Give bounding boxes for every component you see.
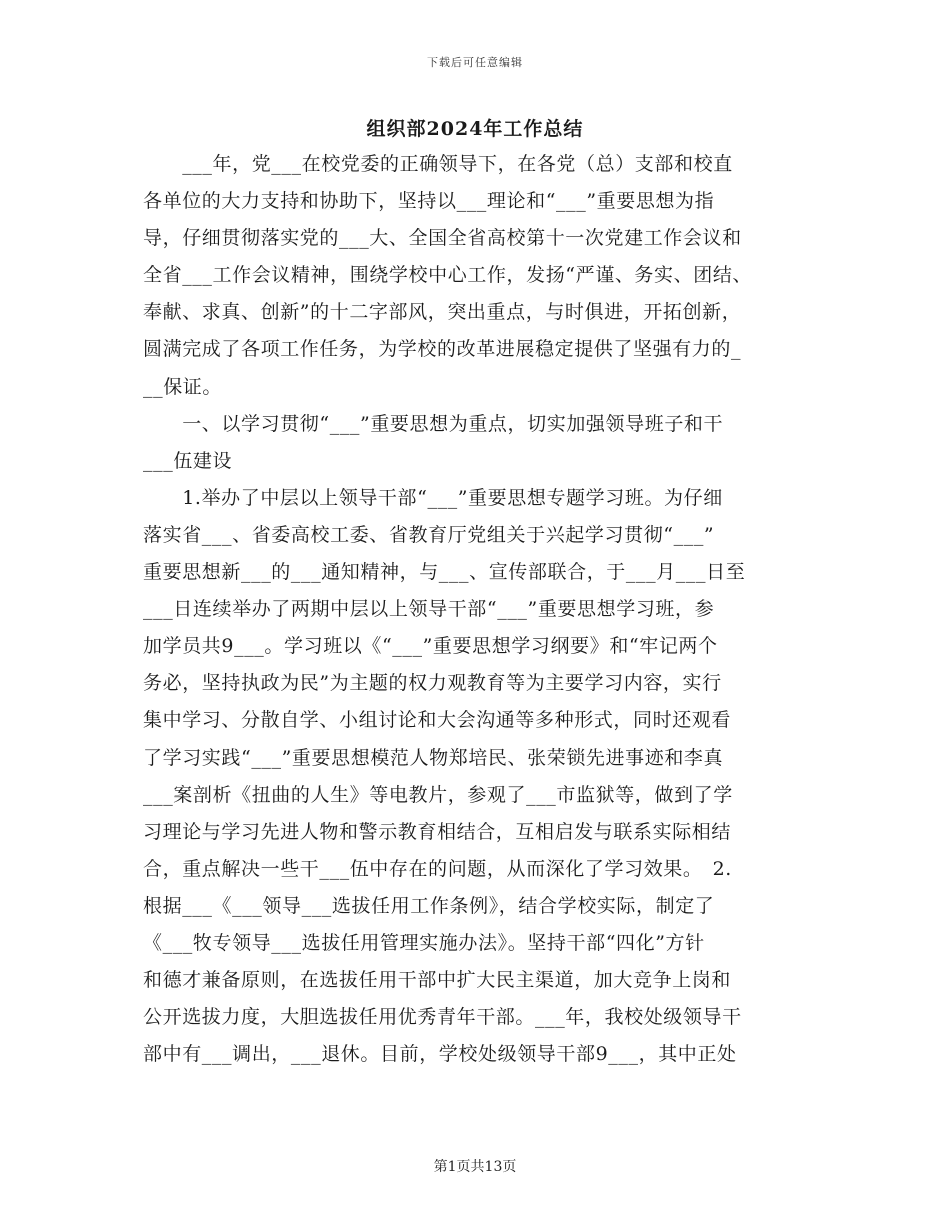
body-line: 合，重点解决一些干___伍中存在的问题，从而深化了学习效果。 2. <box>143 857 732 880</box>
body-line: 落实省___、省委高校工委、省教育厅党组关于兴起学习贯彻“___” <box>143 523 715 546</box>
body-line: 习理论与学习先进人物和警示教育相结合，互相启发与联系实际相结 <box>143 820 732 843</box>
page-footer: 第1页共13页 <box>433 1159 517 1175</box>
document-title: 组织部2024年工作总结 <box>366 118 584 140</box>
body-line: 务必，坚持执政为民”为主题的权力观教育等为主要学习内容，实行 <box>143 672 722 695</box>
body-line: __保证。 <box>143 375 223 398</box>
body-line: 各单位的大力支持和协助下，坚持以___理论和“___”重要思想为指 <box>143 190 715 213</box>
body-line: 圆满完成了各项工作任务，为学校的改革进展稳定提供了坚强有力的_ <box>143 338 742 361</box>
body-line: 奉献、求真、创新”的十二字部风，突出重点，与时俱进，开拓创新， <box>143 301 742 324</box>
body-line: ___案剖析《扭曲的人生》等电教片，参观了___市监狱等，做到了学 <box>143 783 733 806</box>
section-heading: 一、以学习贯彻“___”重要思想为重点，切实加强领导班子和干 <box>143 412 724 435</box>
document-body <box>143 146 815 1073</box>
section-heading: ___伍建设 <box>143 449 233 472</box>
body-line: 全省___工作会议精神，围绕学校中心工作，发扬“严谨、务实、团结、 <box>143 264 753 287</box>
header-note: 下载后可任意编辑 <box>427 56 523 69</box>
body-line: 公开选拔力度，大胆选拔任用优秀青年干部。___年，我校处级领导干 <box>143 1006 742 1029</box>
body-line: ___年，党___在校党委的正确领导下，在各党（总）支部和校直 <box>143 153 733 175</box>
body-line: ___日连续举办了两期中层以上领导干部“___”重要思想学习班，参 <box>143 598 715 621</box>
body-line: 了学习实践“___”重要思想模范人物郑培民、张荣锁先进事迹和李真 <box>143 746 724 769</box>
body-line: 集中学习、分散自学、小组讨论和大会沟通等多种形式，同时还观看 <box>143 709 732 732</box>
body-line: 和德才兼备原则，在选拔任用干部中扩大民主渠道，加大竞争上岗和 <box>143 969 732 992</box>
body-line: 根据___《___领导___选拔任用工作条例》，结合学校实际，制定了 <box>143 894 715 917</box>
body-line: 导，仔细贯彻落实党的___大、全国全省高校第十一次党建工作会议和 <box>143 227 742 250</box>
body-line: 1.举办了中层以上领导干部“___”重要思想专题学习班。为仔细 <box>143 486 723 509</box>
body-line: 《___牧专领导___选拔任用管理实施办法》。坚持干部“四化”方针 <box>143 931 705 954</box>
body-line: 加学员共9___。学习班以《“___”重要思想学习纲要》和“牢记两个 <box>143 635 718 658</box>
body-line: 重要思想新___的___通知精神，与___、宣传部联合，于___月___日至 <box>143 561 746 584</box>
body-line: 部中有___调出，___退休。目前，学校处级领导干部9___，其中正处 <box>143 1043 737 1066</box>
